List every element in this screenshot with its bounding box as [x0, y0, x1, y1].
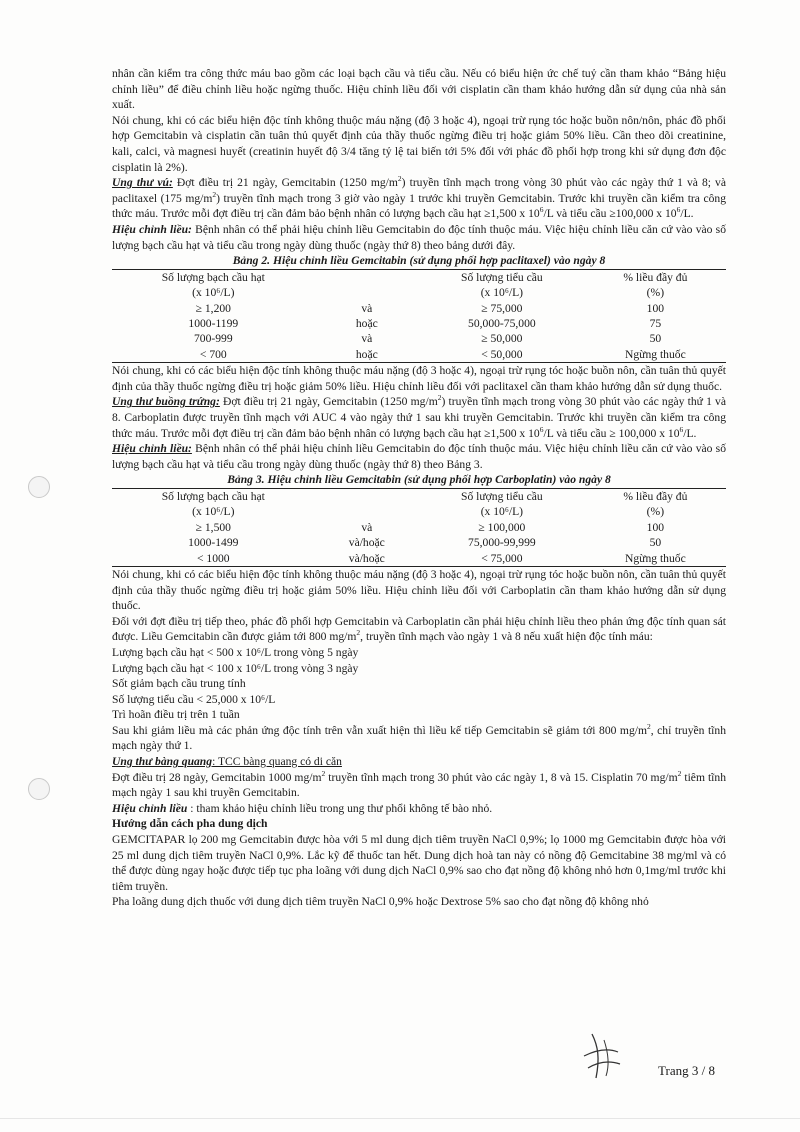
table3-header-dose: % liều đầy đủ	[585, 488, 726, 504]
table-row: 1000-1199 hoặc 50,000-75,000 75	[188, 316, 662, 330]
list-item: Sốt giảm bạch cầu trung tính	[112, 677, 246, 691]
table2: Số lượng bạch cầu hạt Số lượng tiểu cầu % liều đầy đủ (x 10⁶/L) (x 10⁶/L) (%) ≥ 1,200 và ≥ 75,000 100 1000-1199 hoặc 50,000-75,000 75 700-999 và ≥ 50,000 50 < 700 hoặc < 50,000 Ngừng thuốc	[112, 269, 726, 363]
handwritten-signature	[578, 1028, 626, 1084]
paragraph-nonhematologic-cisplatin: Nói chung, khi có các biểu hiện độc tính không thuộc máu nặng (độ 3 hoặc 4), ngoại trừ rụng tóc hoặc buồn nôn/nôn, phác đồ phối hợp Gemcitabin và cisplatin cần tuân thủ quyết định của thầy thuốc ngừng điều trị hoặc giảm 50% liều. Cần theo dõi creatinine, kali, calci, và magnesi huyết (creatinin huyết độ 3/4 tăng tỷ lệ tai biến tới 5% đối với phác đồ phối hợp trong khi sử dụng đơn độc cisplatin là 2%).	[112, 113, 726, 174]
ovarian-cancer-label: Ung thư buồng trứng:	[112, 395, 220, 409]
table-row: 1000-1499 và/hoặc 75,000-99,999 50	[188, 536, 662, 550]
punch-hole-bottom	[28, 778, 50, 800]
list-item: Trì hoãn điều trị trên 1 tuần	[112, 708, 240, 722]
paragraph-breast-cancer: Ung thư vú: Đợt điều trị 21 ngày, Gemcitabin (1250 $mg/m^2$) truyền tĩnh mạch trong vòng 30 phút vào các ngày thứ 1 và 8; và paclitaxel (175 $mg/m^2$) truyền tĩnh mạch trong 3 giờ vào ngày 1 trước khi truyền Gemcitabin. Trước khi truyền cần kiểm tra công thức máu. Trước mỗi đợt điều trị cần đảm bảo bệnh nhân có lượng bạch cầu hạt ≥1,500 x $10^6/L$ và tiểu cầu ≥100,000 x $10^6/L$.	[112, 174, 726, 221]
paragraph-dose-adjust-3: Hiệu chỉnh liều : tham khảo hiệu chỉnh liều trong ung thư phổi không tế bào nhỏ.	[112, 801, 493, 815]
table3-header-platelets: Số lượng tiểu cầu	[419, 488, 585, 504]
paragraph-paclitaxel-note: Nói chung, khi có các biểu hiện độc tính không thuộc máu nặng (độ 3 hoặc 4), ngoại trừ rụng tóc hoặc buồn nôn, cần tuân thủ quyết định của thầy thuốc ngừng điều trị hoặc giảm 50% liều. Hiệu chỉnh liều đối với paclitaxel cần tham khảo hướng dẫn sử dụng thuốc.	[112, 364, 726, 393]
table-row: ≥ 1,500 và ≥ 100,000 100	[195, 520, 665, 534]
paragraph-ovarian-cancer: Ung thư buồng trứng: Đợt điều trị 21 ngày, Gemcitabin (1250 $mg/m^2$) truyền tĩnh mạch trong vòng 30 phút vào các ngày thứ 1 và 8. Carboplatin được truyền tĩnh mạch với AUC 4 vào ngày thứ 1 sau khi truyền Gemcitabin. Trước khi truyền cần kiểm tra công thức máu. Trước mỗi đợt điều trị cần đảm bảo bệnh nhân có lượng bạch cầu hạt ≥1,500 x $10^6/L$ và tiểu cầu ≥ 100,000 x $10^6/L$.	[112, 393, 727, 440]
table3-caption: Bảng 3. Hiệu chỉnh liều Gemcitabin (sử dụng phối hợp Carboplatin) vào ngày 8	[227, 473, 611, 487]
list-item: Lượng bạch cầu hạt < 100 x 10⁶/L trong vòng 3 ngày	[112, 661, 359, 675]
paragraph-preparation-2: Pha loãng dung dịch thuốc với dung dịch tiêm truyền NaCl 0,9% hoặc Dextrose 5% sao cho đạt nồng độ không nhỏ	[112, 895, 649, 909]
paragraph-dose-adjust-1: Hiệu chỉnh liều: Bệnh nhân có thể phải hiệu chỉnh liều Gemcitabin do độc tính thuộc máu. Việc hiệu chỉnh liều căn cứ vào vào số lượng bạch cầu hạt và tiểu cầu trong ngày dùng thuốc (ngày thứ 8) theo bảng dưới đây.	[112, 222, 726, 252]
punch-hole-top	[28, 476, 50, 498]
table2-header-neutrophils: Số lượng bạch cầu hạt	[112, 269, 315, 285]
list-item: Lượng bạch cầu hạt < 500 x 10⁶/L trong vòng 5 ngày	[112, 645, 359, 659]
table-row: < 1000 và/hoặc < 75,000 Ngừng thuốc	[112, 551, 726, 567]
breast-cancer-label: Ung thư vú:	[112, 176, 173, 190]
table3-header-neutrophils: Số lượng bạch cầu hạt	[112, 488, 315, 504]
paragraph-dose-reduction: Sau khi giảm liều mà các phản ứng độc tính trên vẫn xuất hiện thì liều kế tiếp Gemcitabin sẽ giảm tới 800 $mg/m^2$, chỉ truyền tĩnh mạch ngày thứ 1.	[112, 722, 726, 753]
paragraph-carboplatin-note: Nói chung, khi có các biểu hiện độc tính không thuộc máu nặng (độ 3 hoặc 4), ngoại trừ rụng tóc hoặc buồn nôn, cần tuân thủ quyết định của thầy thuốc ngừng điều trị hoặc giảm 50% liều. Hiệu chỉnh liều đối với Carboplatin cần tham khảo hướng dẫn sử dụng thuốc.	[112, 567, 726, 613]
page-number: Trang 3 / 8	[658, 1063, 715, 1078]
document-page	[112, 66, 726, 910]
table3: Số lượng bạch cầu hạt Số lượng tiểu cầu % liều đầy đủ (x 10⁶/L) (x 10⁶/L) (%) ≥ 1,500 và ≥ 100,000 100 1000-1499 và/hoặc 75,000-99,999 50 < 1000 và/hoặc < 75,000 Ngừng thuốc	[112, 488, 726, 567]
paragraph-bladder-regimen: Đợt điều trị 28 ngày, Gemcitabin 1000 $mg/m^2$ truyền tĩnh mạch trong 30 phút vào các ngày 1, 8 và 15. Cisplatin 70 $mg/m^2$ tiêm tĩnh mạch ngày 1 sau khi truyền Gemcitabin.	[112, 768, 726, 800]
paragraph-preparation-1: GEMCITAPAR lọ 200 mg Gemcitabin được hòa với 5 ml dung dịch tiêm truyền NaCl 0,9%; lọ 1000 mg Gemcitabin được hòa với 25 ml dung dịch tiêm truyền NaCl 0,9%. Lắc kỹ để thuốc tan hết. Dung dịch hoà tan này có nồng độ Gemcitabine 38 mg/ml và có thể được dùng ngay hoặc được tiếp tục pha loãng với dung dịch NaCl 0,9% sao cho đạt nồng độ không nhỏ hơn 0,1mg/ml trước khi tiêm truyền.	[112, 833, 726, 893]
table-row: < 700 hoặc < 50,000 Ngừng thuốc	[112, 347, 726, 363]
list-item: Số lượng tiểu cầu < 25,000 x 10⁶/L	[112, 692, 276, 706]
paragraph-dose-adjust-2: Hiệu chỉnh liều: Bệnh nhân có thể phải hiệu chỉnh liều Gemcitabin do độc tính thuộc máu. Việc hiệu chỉnh liều căn cứ vào vào số lượng bạch cầu hạt và tiểu cầu trong ngày dùng thuốc (ngày thứ 8) theo Bảng 3.	[112, 442, 726, 471]
table-row: ≥ 1,200 và ≥ 75,000 100	[195, 301, 665, 315]
table2-header-dose: % liều đầy đủ	[585, 269, 726, 285]
paragraph-next-cycle: Đối với đợt điều trị tiếp theo, phác đồ phối hợp Gemcitabin và Carboplatin cần phải hiệu chỉnh liều theo phản ứng độc tính quan sát được. Liều Gemcitabin cần được giảm tới 800 $mg/m^2$, truyền tĩnh mạch vào ngày 1 và 8 nếu xuất hiện độc tính máu:	[112, 614, 726, 644]
table-row: 700-999 và ≥ 50,000 50	[193, 332, 662, 346]
section-heading-preparation: Hướng dẫn cách pha dung dịch	[112, 817, 268, 831]
paragraph-intro: nhân cần kiểm tra công thức máu bao gồm các loại bạch cầu và tiểu cầu. Nếu có biểu hiện ức chế tuỷ cần tham khảo “Bảng hiệu chỉnh liều” để điều chỉnh liều hoặc ngừng thuốc. Hiệu chỉnh liều đối với cisplatin cần tham khảo hướng dẫn sử dụng của nhà sản xuất.	[112, 67, 726, 112]
page-edge-line	[0, 1118, 800, 1119]
table2-caption: Bảng 2. Hiệu chỉnh liều Gemcitabin (sử dụng phối hợp paclitaxel) vào ngày 8	[232, 254, 606, 268]
paragraph-bladder-heading: Ung thư bàng quang: TCC bàng quang có di căn	[112, 755, 342, 769]
table2-header-platelets: Số lượng tiểu cầu	[419, 269, 585, 285]
